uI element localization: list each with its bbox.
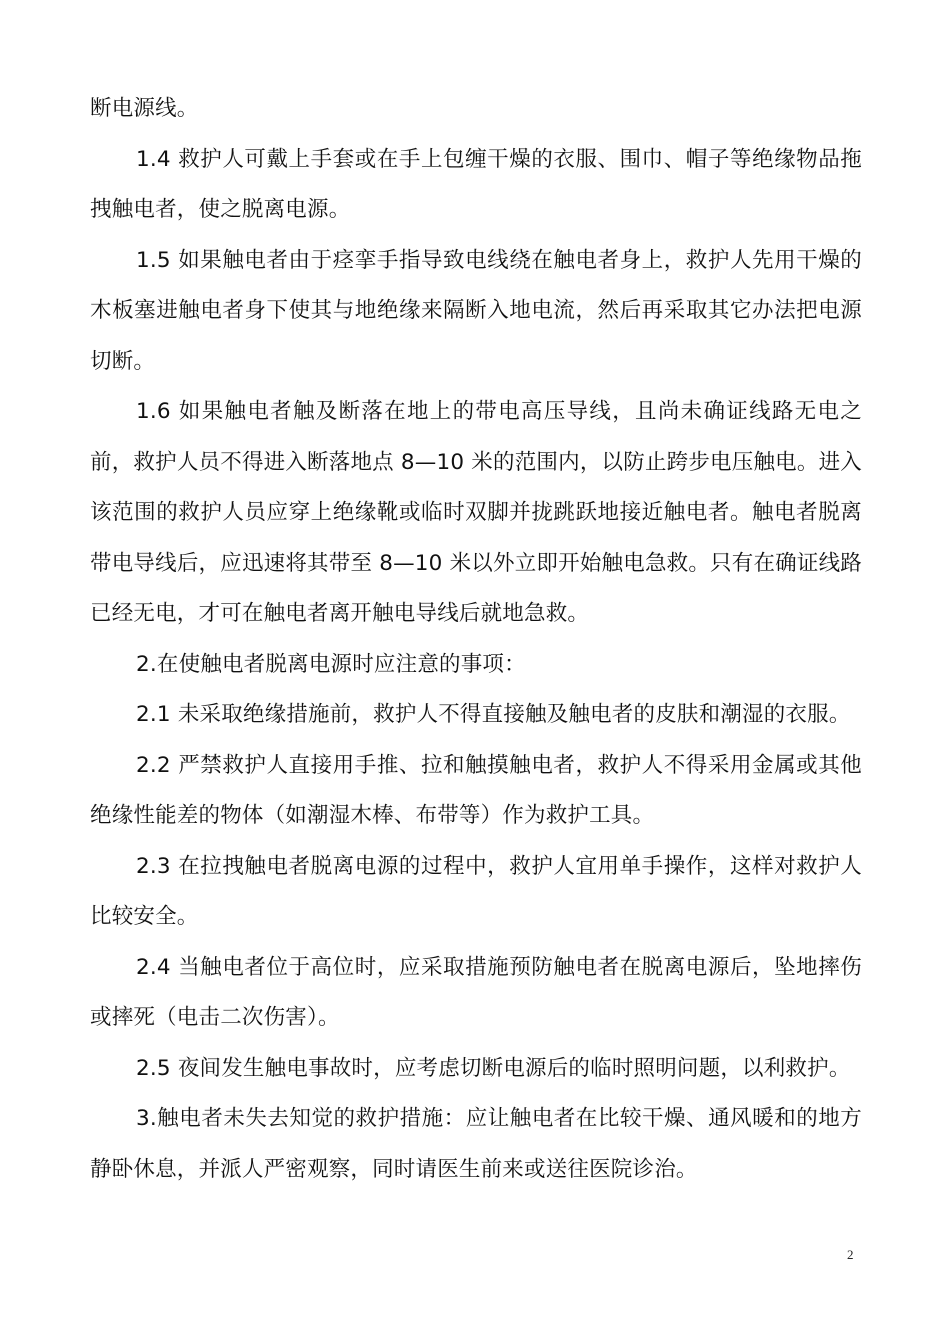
paragraph-2-4: 2.4 当触电者位于高位时，应采取措施预防触电者在脱离电源后，坠地摔伤或摔死（电击二次伤害）。 [90, 954, 862, 1030]
paragraph-3: 3.触电者未失去知觉的救护措施：应让触电者在比较干燥、通风暖和的地方静卧休息，并派人严密观察，同时请医生前来或送往医院诊治。 [90, 1106, 862, 1182]
paragraph-1-6: 1.6 如果触电者触及断落在地上的带电高压导线，且尚未确证线路无电之前，救护人员不得进入断落地点 8—10 米的范围内，以防止跨步电压触电。进入该范围的救护人员应穿上绝缘靴或临时双脚并拢跳跃地接近触电者。触电者脱离带电导线后，应迅速将其带至 8—10 米以外立即开始触电急救。只有在确证线路已经无电，才可在触电者离开触电导线后就地急救。 [90, 399, 862, 626]
paragraph-2-2: 2.2 严禁救护人直接用手推、拉和触摸触电者，救护人不得采用金属或其他绝缘性能差的物体（如潮湿木棒、布带等）作为救护工具。 [90, 752, 862, 828]
paragraph-1-4: 1.4 救护人可戴上手套或在手上包缠干燥的衣服、围巾、帽子等绝缘物品拖拽触电者，使之脱离电源。 [90, 146, 862, 222]
paragraph-2-1: 2.1 未采取绝缘措施前，救护人不得直接触及触电者的皮肤和潮湿的衣服。 [136, 702, 851, 727]
paragraph-2-heading: 2.在使触电者脱离电源时应注意的事项： [136, 651, 526, 677]
paragraph-2-5: 2.5 夜间发生触电事故时，应考虑切断电源后的临时照明问题，以利救护。 [136, 1055, 851, 1081]
paragraph-continuation: 断电源线。 [90, 96, 199, 121]
paragraph-1-5: 1.5 如果触电者由于痉挛手指导致电线绕在触电者身上，救护人先用干燥的木板塞进触电者身下使其与地绝缘来隔断入地电流，然后再采取其它办法把电源切断。 [90, 247, 862, 374]
paragraph-2-3: 2.3 在拉拽触电者脱离电源的过程中，救护人宜用单手操作，这样对救护人比较安全。 [90, 853, 862, 929]
page-number: 2 [847, 1247, 854, 1262]
document-body [90, 84, 862, 1195]
